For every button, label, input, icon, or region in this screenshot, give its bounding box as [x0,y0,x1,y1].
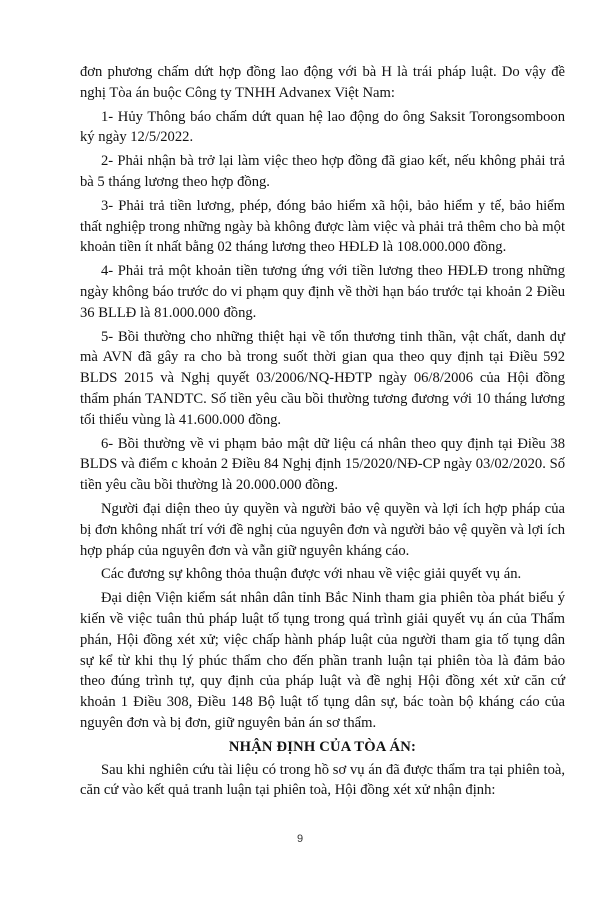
page-number: 9 [296,833,304,845]
paragraph-item-3: 3- Phải trả tiền lương, phép, đóng bảo hiểm xã hội, bảo hiểm y tế, bảo hiểm thất nghiệp trong những ngày bà không được làm việc và phải trả thêm cho bà một khoản tiền ít nhất bằng 02 tháng lương theo HĐLĐ là 108.000.000 đồng. [80,197,565,256]
paragraph-defendant-representative: Người đại diện theo ủy quyền và người bảo vệ quyền và lợi ích hợp pháp của bị đơn không nhất trí với đề nghị của nguyên đơn và người bảo vệ quyền và lợi ích hợp pháp của nguyên đơn và vẫn giữ nguyên kháng cáo. [80,500,565,559]
paragraph-continuation: đơn phương chấm dứt hợp đồng lao động với bà H là trái pháp luật. Do vậy đề nghị Tòa án buộc Công ty TNHH Advanex Việt Nam: [80,64,565,101]
paragraph-item-5: 5- Bồi thường cho những thiệt hại về tổn thương tinh thần, vật chất, danh dự mà AVN đã gây ra cho bà trong suốt thời gian qua theo quy định tại Điều 592 BLDS 2015 và Nghị quyết 03/2006/NQ-HĐTP ngày 06/8/2006 của Hội đồng thẩm phán TANDTC. Số tiền yêu cầu bồi thường tương đương với 10 tháng lương tối thiểu vùng là 41.600.000 đồng. [80,328,565,428]
paragraph-item-4: 4- Phải trả một khoản tiền tương ứng với tiền lương theo HĐLĐ trong những ngày không báo trước do vi phạm quy định về thời hạn báo trước tại khoản 2 Điều 36 BLLĐ là 81.000.000 đồng. [80,263,565,321]
paragraph-closing: Sau khi nghiên cứu tài liệu có trong hồ sơ vụ án đã được thẩm tra tại phiên toà, căn cứ vào kết quả tranh luận tại phiên toà, Hội đồng xét xử nhận định: [80,761,565,799]
paragraph-item-2: 2- Phải nhận bà trở lại làm việc theo hợp đồng đã giao kết, nếu không phải trả bà 5 tháng lương theo hợp đồng. [80,153,565,190]
paragraph-item-1: 1- Hủy Thông báo chấm dứt quan hệ lao động do ông Saksit Torongsomboon ký ngày 12/5/2022. [80,108,565,146]
section-heading: NHẬN ĐỊNH CỦA TÒA ÁN: [228,738,417,755]
document-body [80,62,565,804]
paragraph-item-6: 6- Bồi thường về vi phạm bảo mật dữ liệu cá nhân theo quy định tại Điều 38 BLDS và điểm c khoản 2 Điều 84 Nghị định 15/2020/NĐ-CP ngày 03/02/2020. Số tiền yêu cầu bồi thường là 20.000.000 đồng. [80,435,565,494]
paragraph-procuracy-opinion: Đại diện Viện kiểm sát nhân dân tỉnh Bắc Ninh tham gia phiên tòa phát biểu ý kiến về việc tuân thủ pháp luật tố tụng trong quá trình giải quyết vụ án của Thẩm phán, Hội đồng xét xử; việc chấp hành pháp luật của người tham gia tố tụng dân sự kể từ khi thụ lý phúc thẩm cho đến phần tranh luận tại phiên tòa là đảm bảo theo đúng trình tự, quy định của pháp luật và đề nghị Hội đồng xét xử căn cứ khoản 1 Điều 308, Điều 148 Bộ luật tố tụng dân sự, bác toàn bộ kháng cáo của nguyên đơn và bị đơn, giữ nguyên bản án sơ thẩm. [80,590,565,731]
paragraph-no-agreement: Các đương sự không thỏa thuận được với nhau về việc giải quyết vụ án. [101,566,522,583]
